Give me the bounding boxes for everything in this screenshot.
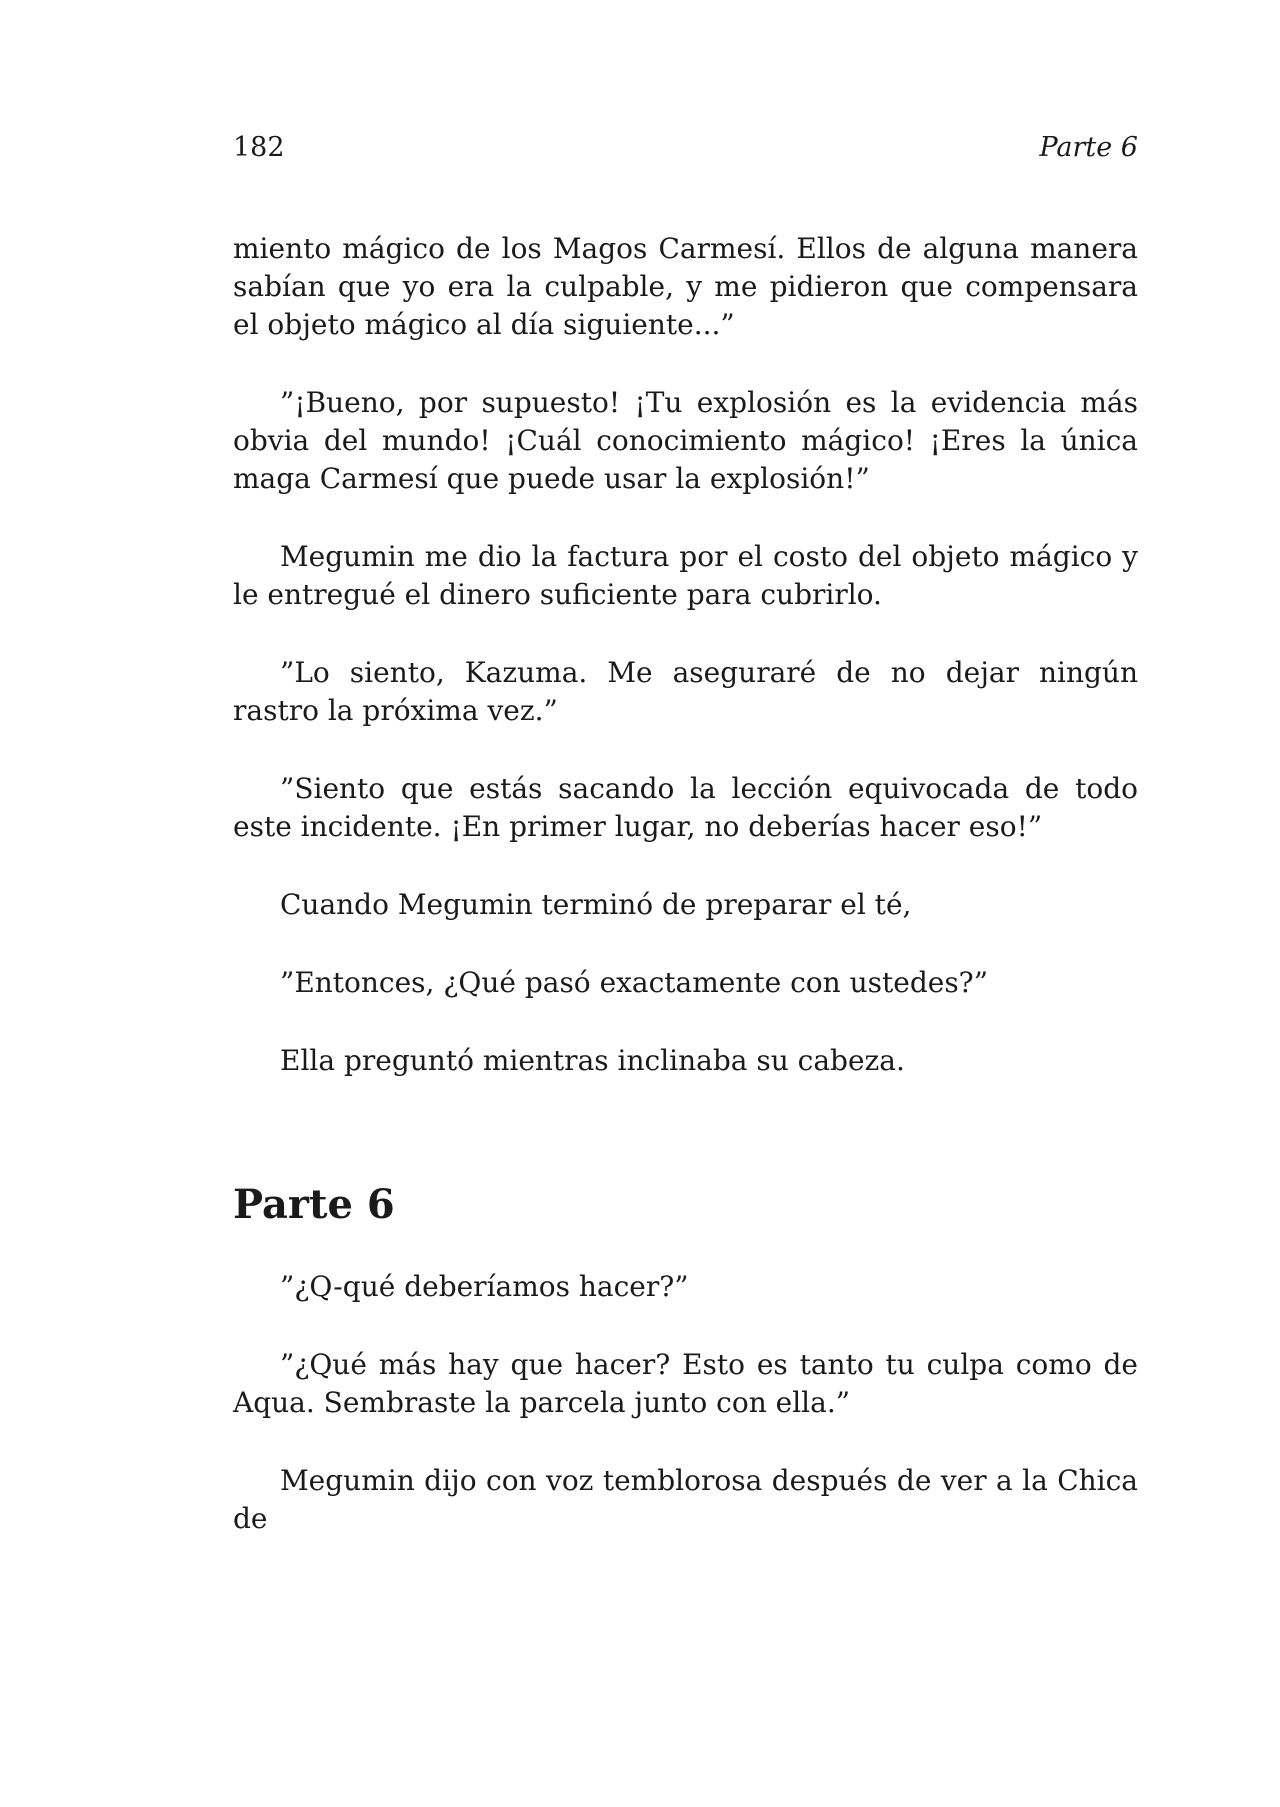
book-page <box>233 130 1138 1538</box>
paragraph: Cuando Megumin terminó de preparar el té, <box>280 888 912 921</box>
running-section-title: Parte 6 <box>1039 132 1138 163</box>
paragraph: miento mágico de los Magos Carmesí. Ellos de alguna manera sabían que yo era la culpable, y me pidieron que compensara el objeto mágico al día siguiente...” <box>233 232 1138 341</box>
running-header <box>233 130 1138 166</box>
paragraph: Ella preguntó mientras inclinaba su cabeza. <box>280 1044 905 1077</box>
paragraph: Megumin me dio la factura por el costo del objeto mágico y le entregué el dinero suficiente para cubrirlo. <box>233 540 1138 611</box>
paragraph: ”¿Qué más hay que hacer? Esto es tanto tu culpa como de Aqua. Sembraste la parcela junto con ella.” <box>233 1348 1138 1419</box>
body-text <box>233 230 1138 1538</box>
paragraph: ”Lo siento, Kazuma. Me aseguraré de no dejar ningún rastro la próxima vez.” <box>233 656 1138 727</box>
page-number: 182 <box>233 132 285 163</box>
paragraph: ”¡Bueno, por supuesto! ¡Tu explosión es la evidencia más obvia del mundo! ¡Cuál conocimiento mágico! ¡Eres la única maga Carmesí que puede usar la explosión!” <box>233 386 1138 495</box>
paragraph: ”¿Q-qué deberíamos hacer?” <box>280 1270 689 1303</box>
paragraph: ”Siento que estás sacando la lección equivocada de todo este incidente. ¡En primer lugar, no deberías hacer eso!” <box>233 772 1138 843</box>
section-heading: Parte 6 <box>233 1181 395 1228</box>
paragraph: Megumin dijo con voz temblorosa después de ver a la Chica de <box>233 1464 1138 1535</box>
paragraph: ”Entonces, ¿Qué pasó exactamente con ustedes?” <box>280 966 989 999</box>
